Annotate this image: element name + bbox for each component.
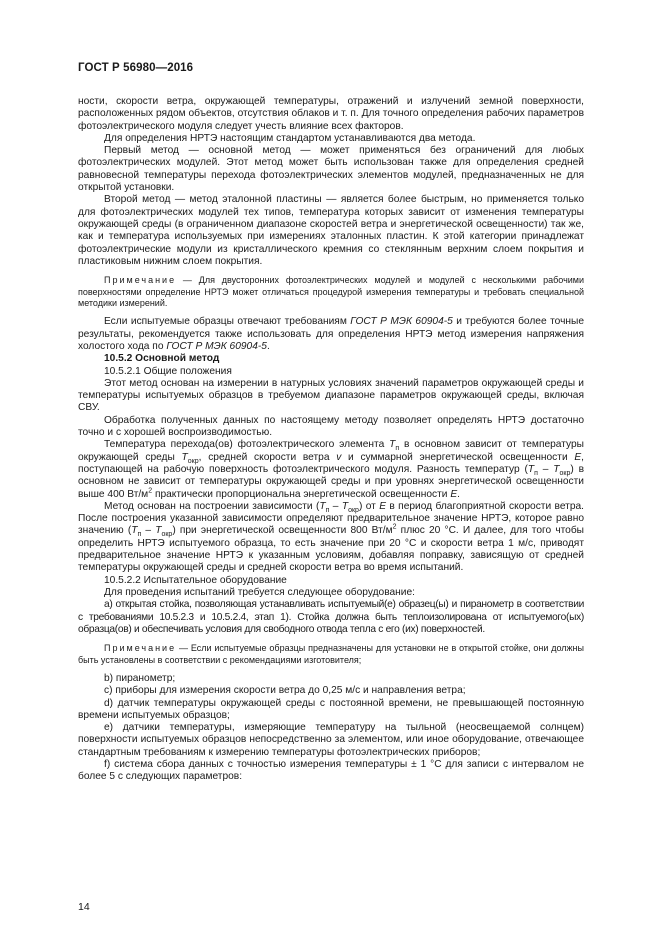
symbol-e: E [574,451,582,463]
text: и суммарной энергетической освещенности [341,451,575,463]
text: плюс 20 °С. И далее, для того чтобы определить НРТЭ испытуемого образца, то есть значение при 20 °С и скорости ветра 1 м/с, приводят предварительное значение НРТЭ к указанным условиям, добавляя поправку, зависящую от средней температуры окружающей среды и средней скорости ветра во время испытаний. [78,525,584,574]
text: ) в основном не зависит от температуры окружающей среды и при уровнях энергетической освещенности выше 400 Вт/м [78,463,585,500]
symbol-t: T [341,500,349,512]
page-body [78,96,584,784]
paragraph: Этот метод основан на измерении в натурных условиях значений параметров окружающей среды и температуры испытуемых образцов в требуемом диапазоне параметров окружающей среды, включая СВУ. [78,377,584,414]
note-label: Примечание [104,275,177,286]
symbol-t: T [181,451,188,463]
text: Метод основан на построении зависимости ( [104,500,320,512]
symbol-e: E [450,488,458,500]
text: – [141,525,156,537]
text: , средней скорости ветра [198,451,337,463]
text: . [266,340,270,352]
symbol-e: E [379,500,387,512]
paragraph-first-method: Первый метод — основной метод — может применяться без ограничений для любых фотоэлектрических модулей. Этот метод может быть использован также для определения средней равновесной температуры перехода фотоэлектрических элементов модулей, предназначенных не для открытой установки. [78,145,584,194]
subsection-heading-10-5-2-2: 10.5.2.2 Испытательное оборудование [104,574,287,586]
subscript: п [137,531,142,539]
note [78,643,584,666]
symbol-t: T [389,439,396,451]
list-item: b) пиранометр; [104,672,176,684]
text: ) от [358,500,380,512]
symbol-t: T [553,463,560,475]
subsection-heading-10-5-2-1: 10.5.2.1 Общие положения [104,365,232,377]
subscript: окр [348,506,359,514]
list-item: d) датчик температуры окружающей среды с постоянной времени, не превышающей постоянную времени испытуемых образцов; [78,697,584,721]
text: . [457,488,460,500]
note [78,275,584,309]
subscript: окр [187,457,199,465]
subscript: п [395,445,400,453]
standard-reference: ГОСТ Р МЭК 60904-5 [350,316,453,328]
note-text: — Если испытуемые образцы предназначены для установки не в открытой стойке, они должны быть установлены в соответствии с рекомендациями изготовителя; [78,643,584,665]
document-header: ГОСТ Р 56980—2016 [78,62,194,74]
text: в период благоприятной скорости ветра. После построения указанной зависимости определяют предварительное значение НРТЭ, которое равно значению ( [78,500,584,537]
paragraph: Для проведения испытаний требуется следующее оборудование: [104,586,415,598]
paragraph: ности, скорости ветра, окружающей температуры, отражений и излучений земной поверхности, расположенных рядом объектов, отсутствия облаков и т. п. Для точного определения рабочих параметров фотоэлектрического модуля следует учесть влияние всех факторов. [78,96,584,132]
paragraph-temperature [78,439,584,500]
subscript: п [534,469,538,477]
symbol-v: v [336,451,342,463]
list-item: f) система сбора данных с точностью измерения температуры ± 1 °С для записи с интервалом не более 5 с следующих параметров: [78,758,584,783]
text: – [537,463,554,475]
text: и требуются более точные результаты, рекомендуется также использовать для определения НРТЭ метод измерения напряжения холостого хода по [78,316,584,352]
text: Если испытуемые образцы отвечают требованиям [104,316,351,328]
page-number: 14 [78,901,90,913]
paragraph-standard-reference [78,316,584,353]
list-item: с) приборы для измерения скорости ветра до 0,25 м/с и направления ветра; [104,685,466,697]
symbol-t: T [527,463,535,475]
text: ) при энергетической освещенности 800 Вт/м [172,525,393,537]
symbol-t: T [131,525,138,537]
list-item: е) датчики температуры, измеряющие температуру на тыльной (неосвещаемой солнцем) поверхности испытуемых образцов непосредственно за элементом, или иное оборудование, отвечающее стандартным требованиям к измерению температуры фотоэлектрических приборов; [78,722,584,758]
paragraph-method [78,501,584,575]
paragraph: Для определения НРТЭ настоящим стандартом устанавливаются два метода. [104,132,476,144]
subscript: п [325,506,330,514]
superscript: 2 [392,524,397,532]
text: в основном зависит от температуры окружающей среды [78,439,584,463]
text: Температура перехода(ов) фотоэлектрического элемента [104,439,390,451]
subscript: окр [559,469,571,477]
note-text: — Для двусторонних фотоэлектрических модулей и модулей с несколькими рабочими поверхностями определение НРТЭ может отличаться процедурой измерения температуры и требовать специальной методики измерений. [78,275,584,308]
text: – [329,500,342,512]
text: , поступающей на рабочую поверхность фотоэлектрического модуля. Разность температур ( [78,451,584,475]
symbol-t: T [155,525,162,537]
paragraph-second-method: Второй метод — метод эталонной пластины — является более быстрым, но применяется только для фотоэлектрических модулей тех типов, температура которых зависит от изменения температуры окружающей среды (в ограниченном диапазоне скоростей ветра и энергетической освещенности) так же, как и температура используемых при измерениях эталонных пластин. К этой категории принадлежат фотоэлектрические модули из кристаллического кремния со стеклянным верхним слоем покрытия и пластиковым нижним слоем покрытия. [78,194,584,267]
superscript: 2 [148,487,153,495]
section-heading-10-5-2: 10.5.2 Основной метод [104,353,220,365]
note-label: Примечание [104,643,177,654]
list-item: а) открытая стойка, позволяющая устанавливать испытуемый(е) образец(ы) и пиранометр в соответствии с требованиями 10.5.2.3 и 10.5.2.4, этап 1). Стойка должна быть теплоизолирована от испытуемого(ых) образца(ов) и обеспечивать условия для свободного отвода тепла с его (их) поверхностей. [78,599,584,635]
symbol-t: T [319,500,326,512]
standard-reference: ГОСТ Р МЭК 60904-5 [166,340,267,352]
subscript: окр [161,531,173,539]
text: практически пропорциональна энергетической освещенности [152,488,451,500]
paragraph: Обработка полученных данных по настоящему методу позволяет определять НРТЭ достаточно точно и с хорошей воспроизводимостью. [78,414,584,439]
